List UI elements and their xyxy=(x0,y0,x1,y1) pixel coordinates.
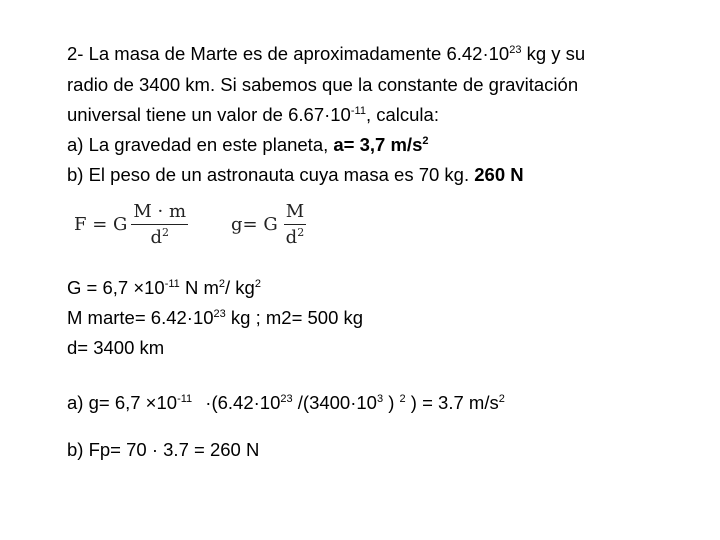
formula-lhs: g= G xyxy=(231,213,278,235)
formulas xyxy=(74,196,374,252)
formula-lhs: F = G xyxy=(74,213,128,235)
exponent: 2 xyxy=(422,135,429,147)
question-a xyxy=(67,133,428,157)
data-g xyxy=(67,276,261,300)
text: ) = 3.7 m/s xyxy=(405,392,499,413)
question-b xyxy=(67,163,524,187)
answer-a xyxy=(333,134,428,155)
exponent: 23 xyxy=(213,308,226,320)
exponent: -11 xyxy=(177,393,193,405)
text: kg y su xyxy=(521,43,586,64)
text: universal tiene un valor de 6.67·10 xyxy=(67,104,351,125)
gravity-formula xyxy=(231,196,306,252)
gravitation-formula xyxy=(74,196,188,252)
text: /(3400·10 xyxy=(292,392,377,413)
answer-b: 260 N xyxy=(474,164,524,185)
problem-line-2 xyxy=(67,73,578,97)
exponent: 2 xyxy=(162,225,169,239)
solution-b xyxy=(67,438,259,462)
data-mass xyxy=(67,306,363,330)
denominator-base: d xyxy=(285,226,298,248)
denominator xyxy=(150,225,169,248)
exponent: -11 xyxy=(350,105,366,117)
text: a) La gravedad en este planeta, xyxy=(67,134,334,155)
exponent: 2 xyxy=(399,393,406,405)
solution-a xyxy=(67,391,505,415)
text: M marte= 6.42·10 xyxy=(67,307,214,328)
exponent: 23 xyxy=(280,393,293,405)
text: 2- La masa de Marte es de aproximadamente 6.42·10 xyxy=(67,43,510,64)
exponent: 23 xyxy=(509,44,522,56)
text: a) g= 6,7 ×10 xyxy=(67,392,178,413)
text: ) xyxy=(383,392,400,413)
denominator xyxy=(286,225,305,248)
problem-line-3 xyxy=(67,103,439,127)
fraction xyxy=(131,201,188,248)
text: kg ; m2= 500 kg xyxy=(225,307,364,328)
fraction xyxy=(284,201,306,248)
exponent: 2 xyxy=(498,393,505,405)
answer-a-text: a= 3,7 m/s xyxy=(333,134,423,155)
exponent: -11 xyxy=(164,278,180,290)
numerator: M · m xyxy=(133,200,187,222)
exponent: 2 xyxy=(218,278,225,290)
text: radio de 3400 km. Si sabemos que la constante de gravitación xyxy=(67,74,579,95)
text: b) Fp= 70 · 3.7 = 260 N xyxy=(67,439,260,460)
denominator-base: d xyxy=(150,226,162,248)
exponent: 2 xyxy=(297,225,305,239)
text: b) El peso de un astronauta cuya masa es 70 kg. xyxy=(67,164,475,185)
text: / kg xyxy=(225,277,255,298)
text: N m xyxy=(179,277,219,298)
exponent: 2 xyxy=(254,278,261,290)
text: , calcula: xyxy=(365,104,439,125)
text: ·(6.42·10 xyxy=(200,392,281,413)
data-distance xyxy=(67,336,164,360)
text: d= 3400 km xyxy=(67,337,165,358)
numerator: M xyxy=(285,200,305,222)
problem-line-1 xyxy=(67,42,585,66)
text: G = 6,7 ×10 xyxy=(67,277,165,298)
exponent: 3 xyxy=(376,393,384,405)
